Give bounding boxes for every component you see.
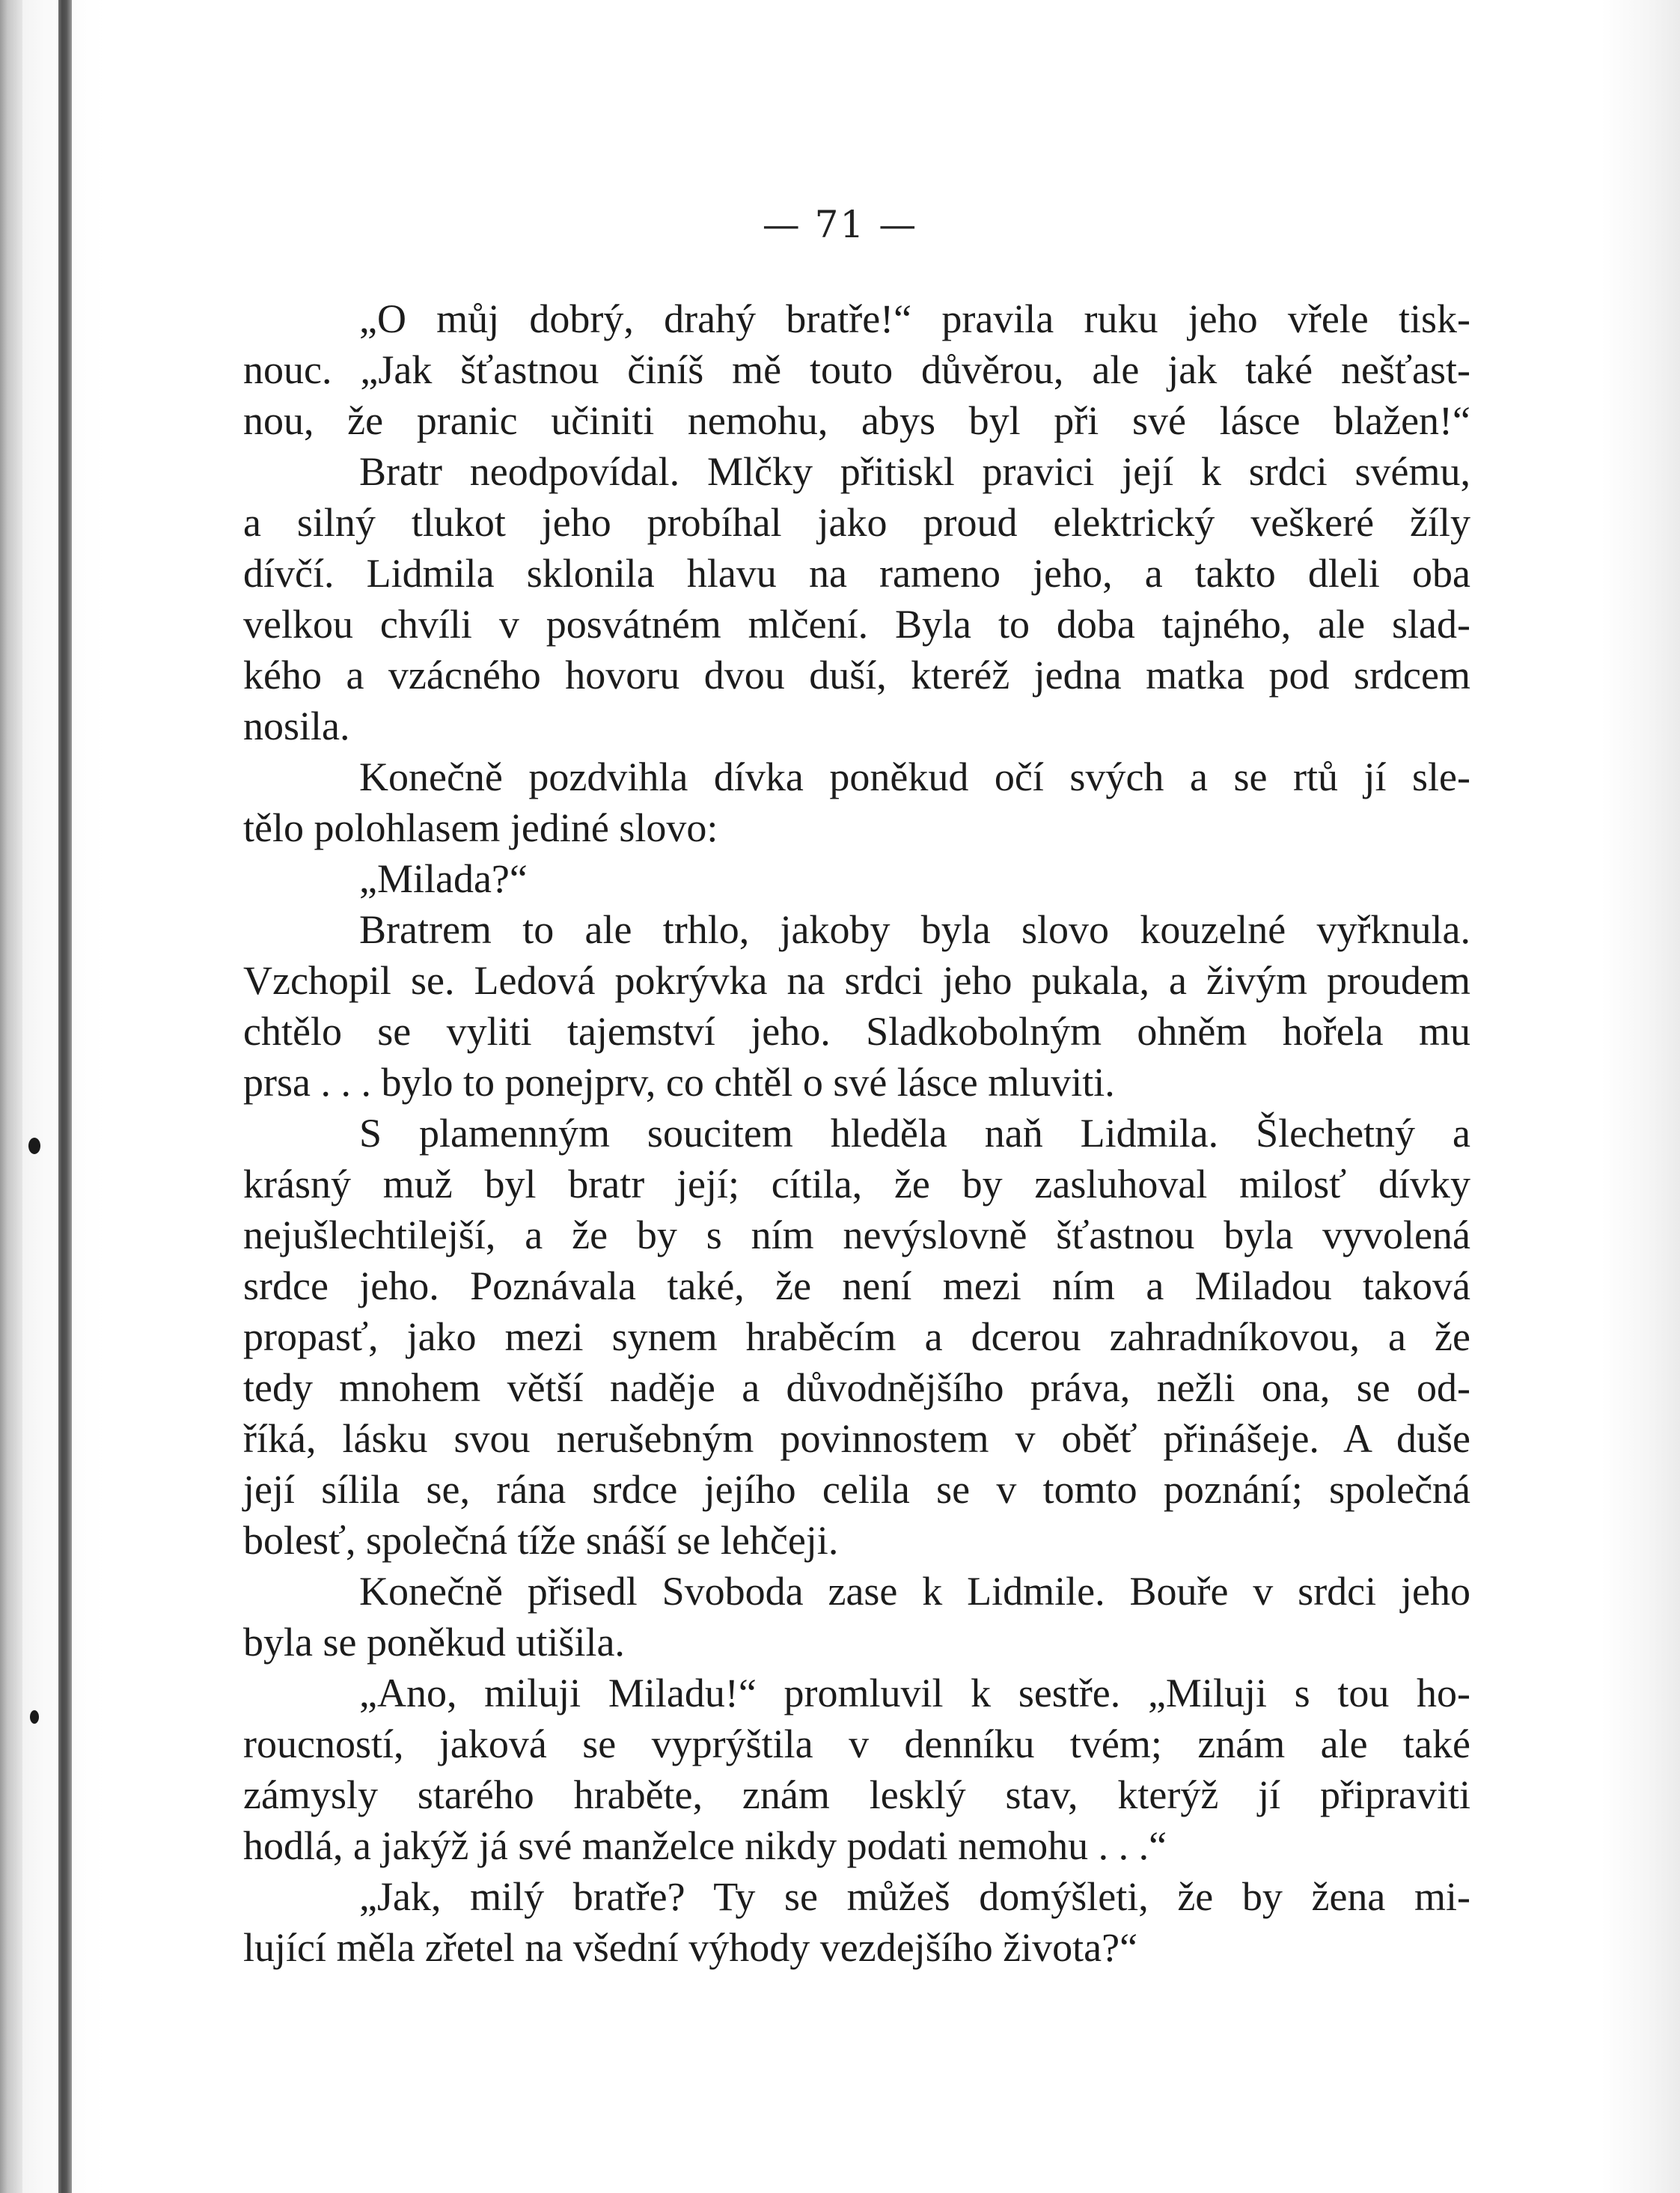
text-line: dívčí. Lidmila sklonila hlavu na rameno jeho, a takto dleli oba xyxy=(243,551,1470,596)
text-line: lující měla zřetel na všední výhody vezdejšího života?“ xyxy=(243,1925,1138,1970)
text-line: nou, že pranic učiniti nemohu, abys byl při své lásce blažen!“ xyxy=(243,398,1470,443)
text-line: nouc. „Jak šťastnou činíš mě touto důvěrou, ale jak také nešťast- xyxy=(243,347,1470,392)
text-line: Bratrem to ale trhlo, jakoby byla slovo kouzelné vyřknula. xyxy=(359,907,1470,952)
ink-spot xyxy=(28,1138,40,1154)
text-line: kého a vzácného hovoru dvou duší, kteréž jedna matka pod srdcem xyxy=(243,653,1470,698)
text-line: „Jak, milý bratře? Ty se můžeš domýšleti, že by žena mi- xyxy=(359,1874,1470,1919)
text-line: roucností, jaková se vyprýštila v denníku tvém; znám ale také xyxy=(243,1721,1470,1766)
text-line: propasť, jako mezi synem hraběcím a dcerou zahradníkovou, a že xyxy=(243,1314,1470,1359)
text-line: nejušlechtilejší, a že by s ním nevýslovně šťastnou byla vyvolená xyxy=(243,1213,1470,1257)
text-line: Konečně pozdvihla dívka poněkud očí svých a se rtů jí sle- xyxy=(359,754,1470,799)
body-text xyxy=(243,293,1470,1973)
text-line: prsa . . . bylo to ponejprv, co chtěl o své lásce mluviti. xyxy=(243,1060,1115,1105)
text-line: zámysly starého hraběte, znám lesklý stav, kterýž jí připraviti xyxy=(243,1772,1470,1817)
text-line: Konečně přisedl Svoboda zase k Lidmile. Bouře v srdci jeho xyxy=(359,1569,1470,1614)
binding-edge xyxy=(58,0,72,2193)
text-line: velkou chvíli v posvátném mlčení. Byla to doba tajného, ale slad- xyxy=(243,602,1470,647)
text-line: „Milada?“ xyxy=(359,856,528,901)
text-line: „O můj dobrý, drahý bratře!“ pravila ruku jeho vřele tisk- xyxy=(359,296,1470,341)
text-line: tělo polohlasem jediné slovo: xyxy=(243,805,718,850)
text-line: bolesť, společná tíže snáší se lehčeji. xyxy=(243,1518,839,1563)
ink-spot xyxy=(30,1710,39,1724)
text-line: „Ano, miluji Miladu!“ promluvil k sestře. „Miluji s tou ho- xyxy=(359,1671,1470,1715)
text-line: chtělo se vyliti tajemství jeho. Sladkobolným ohněm hořela mu xyxy=(243,1009,1470,1054)
text-line: a silný tlukot jeho probíhal jako proud elektrický veškeré žíly xyxy=(243,500,1470,545)
text-line: hodlá, a jakýž já své manželce nikdy podati nemohu . . .“ xyxy=(243,1823,1167,1868)
text-line: její sílila se, rána srdce jejího celila se v tomto poznání; společná xyxy=(243,1467,1470,1512)
text-line: tedy mnohem větší naděje a důvodnějšího práva, nežli ona, se od- xyxy=(243,1365,1470,1410)
text-line: Bratr neodpovídal. Mlčky přitiskl pravici její k srdci svému, xyxy=(359,449,1470,494)
text-line: krásný muž byl bratr její; cítila, že by zasluhoval milosť dívky xyxy=(243,1162,1470,1207)
text-line: říká, lásku svou nerušebným povinnostem v oběť přinášeje. A duše xyxy=(243,1416,1470,1461)
text-line: byla se poněkud utišila. xyxy=(243,1620,625,1665)
text-line: Vzchopil se. Ledová pokrývka na srdci jeho pukala, a živým proudem xyxy=(243,958,1470,1003)
text-line: nosila. xyxy=(243,704,350,748)
text-line: S plamenným soucitem hleděla naň Lidmila. Šlechetný a xyxy=(359,1111,1470,1156)
page-gutter-shadow xyxy=(0,0,22,2193)
page-number: — 71 — xyxy=(762,203,918,246)
text-line: srdce jeho. Poznávala také, že není mezi ním a Miladou taková xyxy=(243,1263,1470,1308)
